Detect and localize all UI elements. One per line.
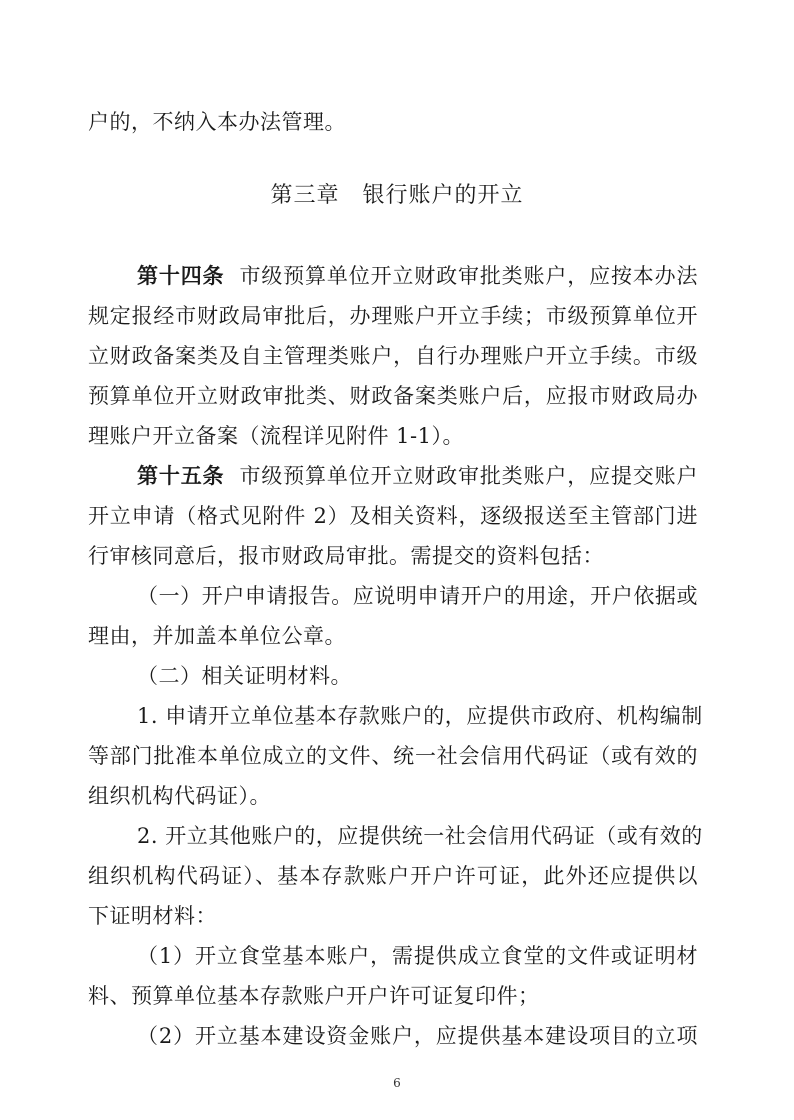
article-15-line: 开立申请（格式见附件 2）及相关资料，逐级报送至主管部门进 [88, 504, 698, 528]
sub-item-2-line: 2. 开立其他账户的，应提供统一社会信用代码证（或有效的 [137, 824, 703, 848]
article-15-line: 行审核同意后，报市财政局审批。需提交的资料包括： [88, 544, 604, 568]
chapter-heading: 第三章 银行账户的开立 [270, 183, 524, 208]
opening-line: 户的，不纳入本办法管理。 [88, 110, 346, 134]
sub-item-2-line: 组织机构代码证）、基本存款账户开户许可证，此外还应提供以 [88, 864, 698, 888]
item-1-line: （一）开户申请报告。应说明申请开户的用途，开户依据或 [137, 584, 698, 608]
article-14-line: 预算单位开立财政审批类、财政备案类账户后，应报市财政局办 [88, 384, 698, 408]
sub-item-1-line: 等部门批准本单位成立的文件、统一社会信用代码证（或有效的 [88, 744, 698, 768]
article-15-text: 市级预算单位开立财政审批类账户，应提交账户 [239, 464, 698, 488]
article-14-first-line [137, 258, 698, 294]
sub-item-1-line: 1. 申请开立单位基本存款账户的，应提供市政府、机构编制 [137, 704, 703, 728]
paren-item-1-line: （1）开立食堂基本账户，需提供成立食堂的文件或证明材 [137, 944, 698, 968]
article-15-first-line [137, 458, 698, 494]
item-1-line: 理由，并加盖本单位公章。 [88, 624, 346, 648]
paren-item-1-line: 料、预算单位基本存款账户开户许可证复印件； [88, 984, 540, 1008]
paren-item-2-line: （2）开立基本建设资金账户，应提供基本建设项目的立项 [137, 1024, 698, 1048]
article-14-line: 理账户开立备案（流程详见附件 1-1）。 [88, 424, 464, 448]
article-14-text: 市级预算单位开立财政审批类账户，应按本办法 [239, 264, 698, 288]
page-number: 6 [393, 1076, 401, 1090]
article-14-line: 立财政备案类及自主管理类账户，自行办理账户开立手续。市级 [88, 344, 698, 368]
item-2-line: （二）相关证明材料。 [137, 664, 352, 688]
article-14-label: 第十四条 [137, 264, 225, 288]
article-15-label: 第十五条 [137, 464, 225, 488]
article-14-line: 规定报经市财政局审批后，办理账户开立手续；市级预算单位开 [88, 304, 698, 328]
sub-item-1-line: 组织机构代码证）。 [88, 784, 271, 808]
sub-item-2-line: 下证明材料： [88, 904, 217, 928]
